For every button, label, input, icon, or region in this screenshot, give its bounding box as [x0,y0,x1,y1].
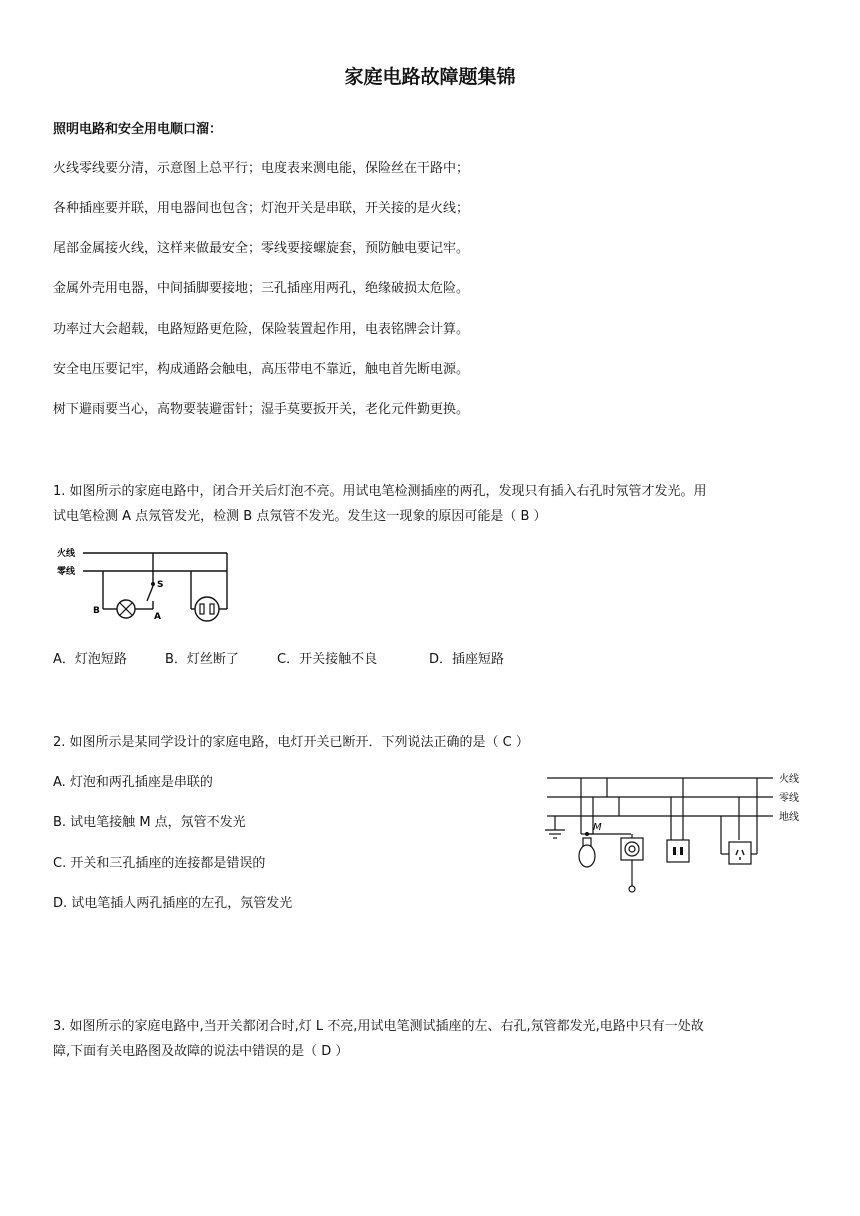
question-1-line-2: 试电笔检测 A 点氖管发光，检测 B 点氖管不发光。发生这一现象的原因可能是（ B ） [53,509,547,524]
question-1-line-1: 1. 如图所示的家庭电路中，闭合开关后灯泡不亮。用试电笔检测插座的两孔，发现只有插入右孔时氖管才发光。用 [53,484,707,499]
rhyme-line: 功率过大会超载，电路短路更危险，保险装置起作用，电表铭牌会计算。 [53,322,470,337]
question-2-stem: 2. 如图所示是某同学设计的家庭电路，电灯开关已断开．下列说法正确的是（ C ） [53,735,529,750]
switch-label: S [157,580,164,590]
option-c: C. 开关和三孔插座的连接都是错误的 [53,856,266,871]
neutral-wire-label: 零线 [779,793,799,804]
two-hole-socket-icon [667,840,689,862]
question-3-line-2: 障,下面有关电路图及故障的说法中错误的是（ D ） [53,1044,349,1059]
rhyme-line: 金属外壳用电器，中间插脚要接地；三孔插座用两孔，绝缘破损太危险。 [53,281,470,296]
question-1-circuit-diagram [55,543,235,625]
rhyme-line: 各种插座要并联，用电器间也包含；灯泡开关是串联，开关接的是火线； [53,201,470,216]
three-hole-socket-icon [729,842,751,864]
option-b: B. 试电笔接触 M 点，氖管不发光 [53,815,246,830]
rhyme-line: 火线零线要分清，示意图上总平行；电度表来测电能，保险丝在干路中； [53,161,470,176]
option-c: C．开关接触不良 [277,652,378,667]
page-title: 家庭电路故障题集锦 [344,66,516,88]
rhyme-line: 树下避雨要当心，高物要装避雷针；湿手莫要扳开关，老化元件勤更换。 [53,402,470,417]
point-a-label: A [154,612,161,622]
option-a: A. 灯泡和两孔插座是串联的 [53,775,213,790]
option-d: D．插座短路 [429,652,505,667]
live-wire-label: 火线 [57,549,76,559]
question-1-options [53,648,504,667]
point-b-label: B [93,606,100,616]
rhyme-line: 尾部金属接火线，这样来做最安全；零线要接螺旋套，预防触电要记牢。 [53,241,470,256]
option-b: B．灯丝断了 [165,652,239,667]
socket-icon [195,597,219,621]
ground-wire-label: 地线 [779,812,799,823]
bulb-icon [579,845,595,867]
neutral-wire-label: 零线 [57,567,76,577]
question-2-circuit-diagram [543,768,808,898]
point-m-label: M [593,822,602,833]
switch-icon [147,586,153,601]
rhyme-heading: 照明电路和安全用电顺口溜： [53,122,223,137]
option-d: D. 试电笔插人两孔插座的左孔，氖管发光 [53,896,293,911]
question-3-line-1: 3. 如图所示的家庭电路中,当开关都闭合时,灯 L 不亮,用试电笔测试插座的左、右孔,氖管都发光,电路中只有一处故 [53,1019,704,1034]
switch-icon [621,838,643,860]
rhyme-line: 安全电压要记牢，构成通路会触电，高压带电不靠近，触电首先断电源。 [53,362,470,377]
live-wire-label: 火线 [779,774,799,785]
option-a: A．灯泡短路 [53,652,127,667]
